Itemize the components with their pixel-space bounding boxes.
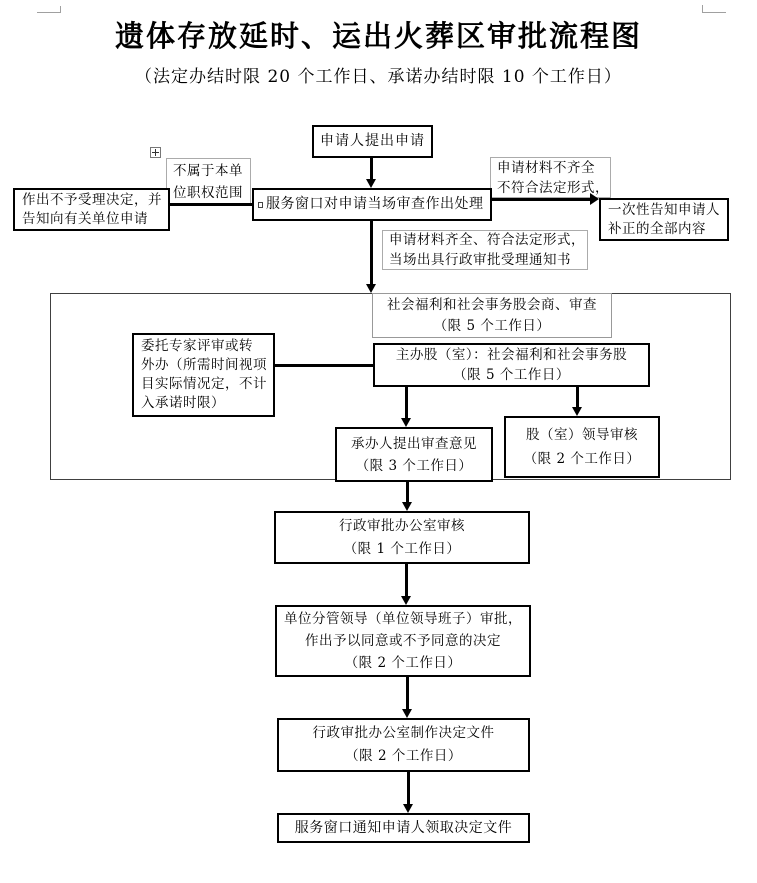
text-line: （限 2 个工作日） bbox=[345, 748, 462, 764]
arrow-down-icon bbox=[401, 596, 411, 605]
text-line: 不符合法定形式， bbox=[497, 179, 609, 196]
mark-line-vertical bbox=[60, 6, 61, 13]
arrow-down-icon bbox=[402, 709, 412, 718]
text-line: 承办人提出审查意见 bbox=[351, 435, 477, 452]
text-line: 外办（所需时间视项 bbox=[141, 357, 267, 373]
text-line: 委托专家评审或转 bbox=[141, 338, 253, 354]
connector-make-final bbox=[407, 772, 410, 805]
page-title: 遗体存放延时、运出火葬区审批流程图 bbox=[114, 19, 642, 53]
node-section-leader bbox=[504, 416, 660, 478]
text-line: 行政审批办公室审核 bbox=[339, 517, 465, 534]
node-expert bbox=[132, 333, 275, 417]
connector-handler-admin bbox=[406, 480, 409, 503]
arrow-down-icon bbox=[402, 502, 412, 511]
mark-line-horizontal bbox=[702, 12, 726, 13]
text-line: 目实际情况定，不计 bbox=[141, 376, 267, 392]
mark-line-horizontal bbox=[37, 12, 61, 13]
anchor-cross-horizontal bbox=[152, 152, 159, 153]
label-complete bbox=[382, 230, 588, 270]
text-line: 位职权范围 bbox=[173, 185, 243, 201]
text-line: 告知向有关单位申请 bbox=[22, 210, 148, 227]
text-line: 当场出具行政审批受理通知书 bbox=[389, 252, 571, 268]
object-marker-icon bbox=[258, 202, 263, 208]
label-incomplete bbox=[490, 157, 611, 198]
text-line: 申请人提出申请 bbox=[320, 133, 425, 149]
node-notify-correct bbox=[599, 198, 729, 241]
mark-line-vertical bbox=[702, 5, 703, 13]
node-final-notify bbox=[277, 813, 530, 843]
connector-window-notify bbox=[492, 198, 592, 201]
arrow-right-icon bbox=[590, 193, 599, 205]
connector-window-reject bbox=[169, 203, 252, 206]
arrow-down-icon bbox=[403, 804, 413, 813]
text-line: （限 3 个工作日） bbox=[355, 457, 473, 474]
node-unit-leader bbox=[275, 605, 531, 677]
arrow-down-icon bbox=[401, 418, 411, 427]
text-line: （限 2 个工作日） bbox=[344, 655, 462, 671]
node-make-decision bbox=[277, 718, 530, 772]
connector-unit-leader-make bbox=[406, 677, 409, 710]
text-line: 服务窗口通知申请人领取决定文件 bbox=[294, 819, 513, 836]
text-line: （限 5 个工作日） bbox=[453, 367, 570, 383]
text-line: （限 5 个工作日） bbox=[433, 317, 551, 334]
text-line: 入承诺时限） bbox=[141, 395, 225, 411]
text-line: （限 1 个工作日） bbox=[343, 540, 461, 557]
connector-host-section-leader bbox=[576, 387, 579, 408]
text-line: 作出不予受理决定，并 bbox=[22, 191, 162, 208]
connector-host-handler bbox=[405, 387, 408, 419]
text-line: 股（室）领导审核 bbox=[526, 427, 638, 443]
page-subtitle: （法定办结时限 20 个工作日、承诺办结时限 10 个工作日） bbox=[135, 67, 622, 87]
node-window-review bbox=[252, 188, 492, 221]
anchor-icon bbox=[150, 147, 161, 158]
text-line: 申请材料不齐全 bbox=[497, 159, 595, 176]
text-line: 单位分管领导（单位领导班子）审批， bbox=[284, 611, 522, 627]
label-not-jurisdiction bbox=[166, 158, 251, 206]
text-line: 作出予以同意或不予同意的决定 bbox=[305, 633, 501, 649]
text-line: 服务窗口对申请当场审查作出处理 bbox=[266, 196, 484, 212]
node-reject bbox=[13, 188, 170, 231]
arrow-down-icon bbox=[366, 284, 376, 293]
text-line: 申请材料齐全、符合法定形式， bbox=[389, 232, 585, 248]
connector-window-container bbox=[370, 220, 373, 285]
connector-admin-unit-leader bbox=[405, 564, 408, 597]
text-line: 不属于本单 bbox=[173, 163, 243, 179]
arrow-down-icon bbox=[572, 407, 582, 416]
text-line: 主办股（室）：社会福利和社会事务股 bbox=[395, 347, 628, 363]
text-line: 补正的全部内容 bbox=[608, 220, 706, 237]
arrow-down-icon bbox=[366, 179, 376, 188]
connector-expert-host bbox=[275, 364, 373, 367]
text-line: 一次性告知申请人 bbox=[608, 201, 720, 218]
connector-applicant-window bbox=[370, 157, 373, 180]
node-admin-review bbox=[274, 511, 530, 564]
node-discuss bbox=[372, 293, 612, 338]
text-line: （限 2 个工作日） bbox=[523, 451, 641, 467]
text-line: 社会福利和社会事务股会商、审查 bbox=[387, 296, 597, 313]
node-handler bbox=[335, 427, 493, 482]
text-line: 行政审批办公室制作决定文件 bbox=[312, 725, 495, 741]
node-host-unit bbox=[373, 343, 650, 387]
node-applicant bbox=[312, 125, 433, 158]
